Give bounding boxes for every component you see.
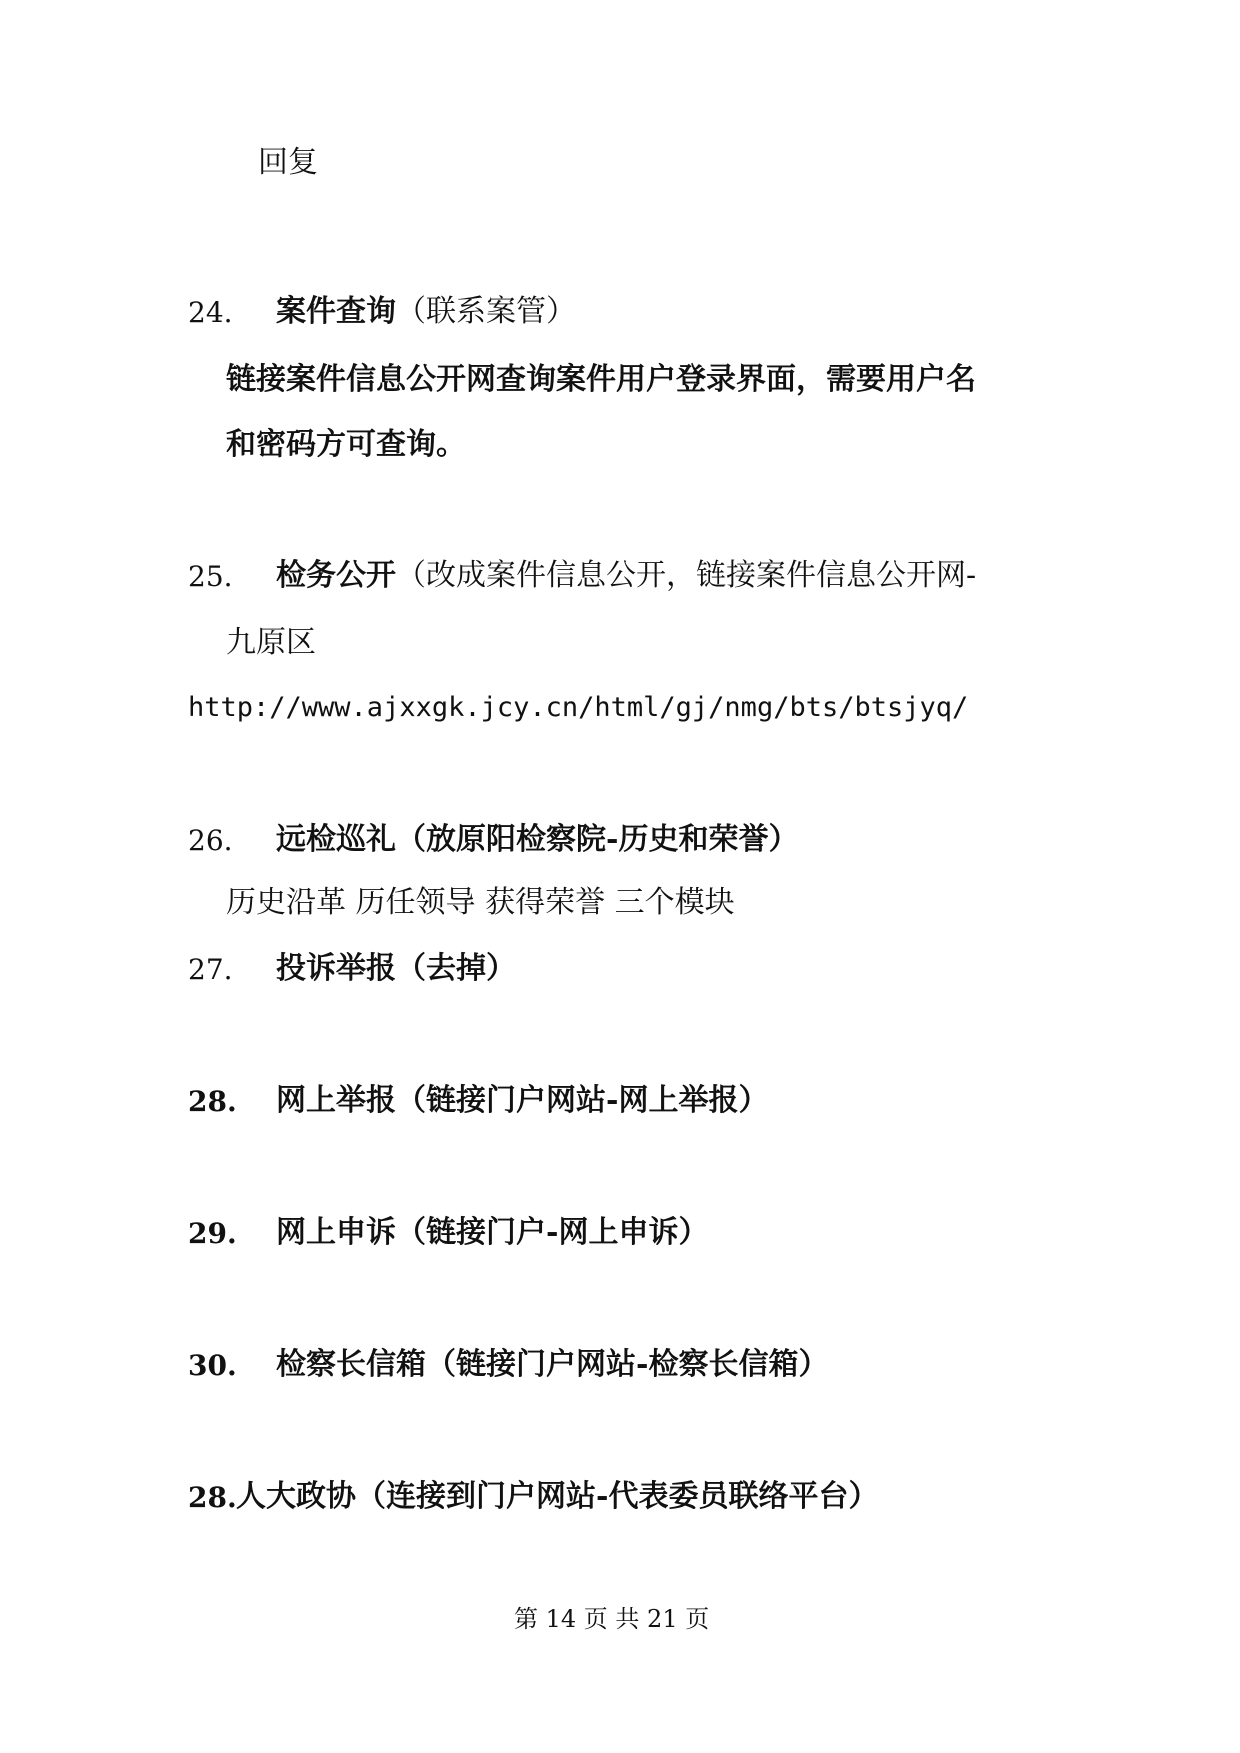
item-25-url: http://www.ajxxgk.jcy.cn/html/gj/nmg/bts/btsjyq/ xyxy=(188,692,969,723)
item-24-heading xyxy=(276,292,576,332)
item-26-number: 26. xyxy=(188,824,233,857)
item-26-title: 远检巡礼（放原阳检察院-历史和荣誉） xyxy=(276,822,799,857)
item-27-title: 投诉举报（去掉） xyxy=(276,951,516,986)
item-29-title: 网上申诉（链接门户-网上申诉） xyxy=(276,1215,709,1250)
item-28b-number: 28. xyxy=(188,1481,237,1514)
reply-fragment: 回复 xyxy=(258,145,318,180)
item-28-title: 网上举报（链接门户网站-网上举报） xyxy=(276,1083,769,1118)
item-30-number: 30. xyxy=(188,1349,237,1382)
item-25-note-cont: 九原区 xyxy=(226,625,316,660)
item-28b-title: 人大政协（连接到门户网站-代表委员联络平台） xyxy=(236,1479,879,1514)
item-26-body: 历史沿革 历任领导 获得荣誉 三个模块 xyxy=(226,885,735,920)
item-29-number: 29. xyxy=(188,1217,237,1250)
page-footer: 第 14 页 共 21 页 xyxy=(514,1605,710,1633)
item-24-note: （联系案管） xyxy=(396,294,576,329)
item-30-title: 检察长信箱（链接门户网站-检察长信箱） xyxy=(276,1347,829,1382)
item-24-body-2: 和密码方可查询。 xyxy=(226,427,466,462)
item-25-title: 检务公开 xyxy=(276,558,396,593)
item-24-number: 24. xyxy=(188,296,233,329)
item-24-title: 案件查询 xyxy=(276,294,396,329)
item-25-number: 25. xyxy=(188,560,233,593)
item-24-body-1: 链接案件信息公开网查询案件用户登录界面，需要用户名 xyxy=(226,362,976,397)
item-25-heading xyxy=(276,556,976,596)
item-25-note: （改成案件信息公开，链接案件信息公开网- xyxy=(396,558,977,593)
item-28-number: 28. xyxy=(188,1085,237,1118)
item-27-number: 27. xyxy=(188,953,233,986)
